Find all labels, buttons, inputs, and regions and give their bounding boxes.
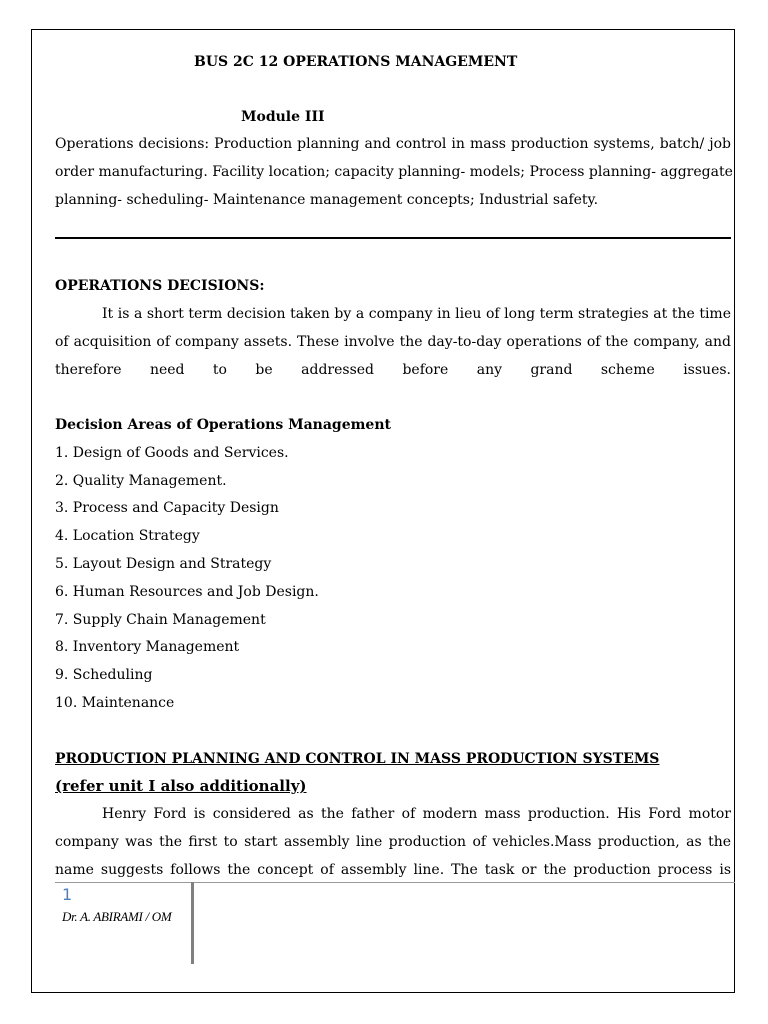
list-item: 1. Design of Goods and Services.	[55, 445, 289, 461]
footer-vertical-divider	[191, 882, 194, 964]
syllabus-line-2: order manufacturing. Facility location; capacity planning- models; Process planning- aggregate	[55, 164, 733, 180]
syllabus-line-3: planning- scheduling- Maintenance management concepts; Industrial safety.	[55, 192, 599, 208]
footer-author: Dr. A. ABIRAMI / OM	[62, 909, 172, 924]
paragraph-line-3: therefore need to be addressed before any grand scheme issues.	[55, 362, 731, 378]
list-item: 3. Process and Capacity Design	[55, 500, 279, 516]
list-item: 10. Maintenance	[55, 695, 175, 711]
section-heading-production-planning: PRODUCTION PLANNING AND CONTROL IN MASS PRODUCTION SYSTEMS	[55, 751, 660, 767]
paragraph-line-5: company was the first to start assembly line production of vehicles.Mass production, as the	[55, 834, 731, 850]
list-item: 8. Inventory Management	[55, 639, 240, 655]
page-number: 1	[62, 885, 73, 904]
footer-divider	[55, 882, 735, 883]
list-item: 2. Quality Management.	[55, 473, 227, 489]
syllabus-line-1: Operations decisions: Production planning and control in mass production systems, batch/ job	[55, 136, 731, 152]
horizontal-rule	[55, 237, 731, 239]
list-item: 6. Human Resources and Job Design.	[55, 584, 319, 600]
course-title: BUS 2C 12 OPERATIONS MANAGEMENT	[194, 54, 518, 70]
list-item: 7. Supply Chain Management	[55, 612, 266, 628]
module-title: Module III	[241, 109, 325, 125]
decision-areas-heading: Decision Areas of Operations Management	[55, 417, 391, 433]
paragraph-line-1: It is a short term decision taken by a company in lieu of long term strategies at the time	[102, 306, 731, 322]
paragraph-line-6: name suggests follows the concept of assembly line. The task or the production process is	[55, 862, 731, 878]
section-subheading: (refer unit I also additionally)	[55, 777, 307, 795]
list-item: 5. Layout Design and Strategy	[55, 556, 272, 572]
section-heading-operations-decisions: OPERATIONS DECISIONS:	[55, 278, 265, 294]
paragraph-line-4: Henry Ford is considered as the father of modern mass production. His Ford motor	[102, 806, 731, 822]
list-item: 4. Location Strategy	[55, 528, 200, 544]
list-item: 9. Scheduling	[55, 667, 153, 683]
paragraph-line-2: of acquisition of company assets. These involve the day-to-day operations of the company, and	[55, 334, 731, 350]
